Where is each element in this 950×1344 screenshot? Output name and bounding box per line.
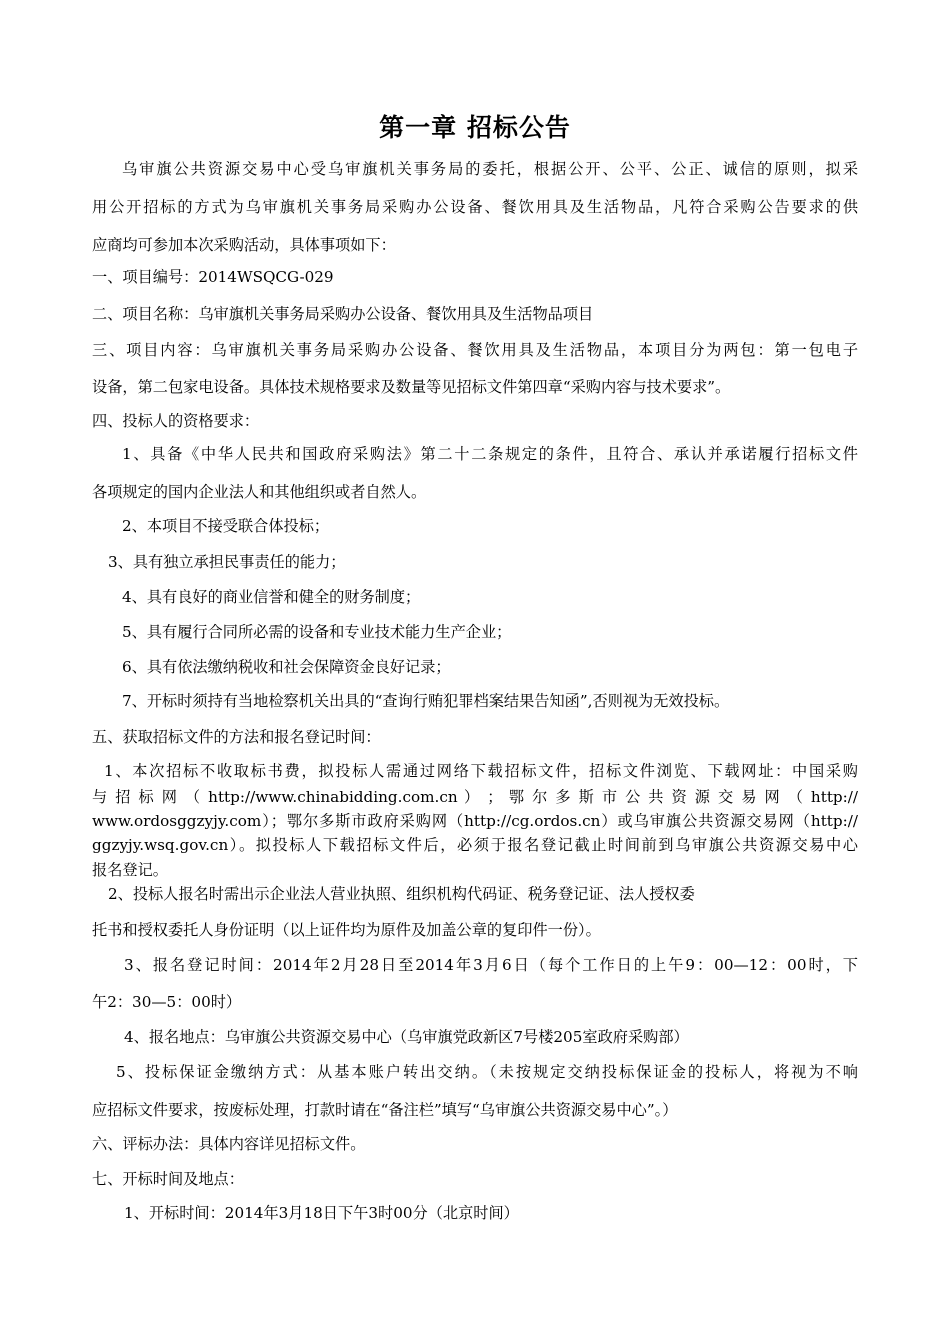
section-heading: 六、评标办法：具体内容详见招标文件。 <box>92 1135 366 1153</box>
list-item: 5、具有履行合同所必需的设备和专业技术能力生产企业； <box>122 623 512 641</box>
list-item: 7、开标时须持有当地检察机关出具的“查询行贿犯罪档案结果告知函”,否则视为无效投标。 <box>122 692 730 710</box>
section-heading: 七、开标时间及地点： <box>92 1170 244 1188</box>
list-item: 5、投标保证金缴纳方式：从基本账户转出交纳。（未按规定交纳投标保证金的投标人，将视为不响 <box>116 1063 858 1081</box>
item-project-content: 三、项目内容：乌审旗机关事务局采购办公设备、餐饮用具及生活物品，本项目分为两包：第一包电子 <box>92 341 858 359</box>
paragraph-line: 各项规定的国内企业法人和其他组织或者自然人。 <box>92 483 427 501</box>
section-heading: 五、获取招标文件的方法和报名登记时间： <box>92 728 381 746</box>
list-item: 2、本项目不接受联合体投标； <box>122 517 330 535</box>
paragraph-line: 报名登记。 <box>92 861 168 879</box>
paragraph-line: 与 招 标 网 （ http://www.chinabidding.com.cn ） ； 鄂 尔 多 斯 市 公 共 资 源 交 易 网 （ http:// <box>92 788 858 806</box>
list-item: 4、具有良好的商业信誉和健全的财务制度； <box>122 588 421 606</box>
paragraph-line: 午2：30—5：00时） <box>92 993 242 1011</box>
section-heading: 四、投标人的资格要求： <box>92 412 260 430</box>
paragraph-line: 应商均可参加本次采购活动，具体事项如下： <box>92 236 396 254</box>
paragraph-line: 应招标文件要求，按废标处理，打款时请在“备注栏”填写“乌审旗公共资源交易中心”。） <box>92 1101 678 1119</box>
list-item: 3、报名登记时间：2014年2月28日至2014年3月6日（每个工作日的上午9：00—12：00时，下 <box>124 956 858 974</box>
list-item: 1、本次招标不收取标书费，拟投标人需通过网络下载招标文件，招标文件浏览、下载网址：中国采购 <box>104 762 858 780</box>
paragraph-line: 用公开招标的方式为乌审旗机关事务局采购办公设备、餐饮用具及生活物品，凡符合采购公告要求的供 <box>92 198 858 216</box>
item-project-name: 二、项目名称：乌审旗机关事务局采购办公设备、餐饮用具及生活物品项目 <box>92 305 594 323</box>
paragraph-line: 设备，第二包家电设备。具体技术规格要求及数量等见招标文件第四章“采购内容与技术要求”。 <box>92 378 731 396</box>
list-item: 3、具有独立承担民事责任的能力； <box>108 553 346 571</box>
list-item: 1、开标时间：2014年3月18日下午3时00分（北京时间） <box>124 1204 519 1222</box>
item-project-number: 一、项目编号：2014WSQCG-029 <box>92 268 334 286</box>
chapter-title: 第一章 招标公告 <box>379 113 571 142</box>
list-item: 1、具备《中华人民共和国政府采购法》第二十二条规定的条件，且符合、承认并承诺履行招标文件 <box>122 445 858 463</box>
paragraph-line: ggzyjy.wsq.gov.cn）。拟投标人下载招标文件后，必须于报名登记截止时间前到乌审旗公共资源交易中心 <box>92 836 858 854</box>
list-item: 6、具有依法缴纳税收和社会保障资金良好记录； <box>122 658 451 676</box>
paragraph-line: www.ordosggzyjy.com）；鄂尔多斯市政府采购网（http://cg.ordos.cn）或乌审旗公共资源交易网（http:// <box>92 812 858 830</box>
paragraph-line: 托书和授权委托人身份证明（以上证件均为原件及加盖公章的复印件一份）。 <box>92 921 601 939</box>
paragraph-line: 乌审旗公共资源交易中心受乌审旗机关事务局的委托，根据公开、公平、公正、诚信的原则，拟采 <box>122 160 858 178</box>
list-item: 4、报名地点：乌审旗公共资源交易中心（乌审旗党政新区7号楼205室政府采购部） <box>124 1028 689 1046</box>
list-item: 2、投标人报名时需出示企业法人营业执照、组织机构代码证、税务登记证、法人授权委 <box>108 885 695 903</box>
